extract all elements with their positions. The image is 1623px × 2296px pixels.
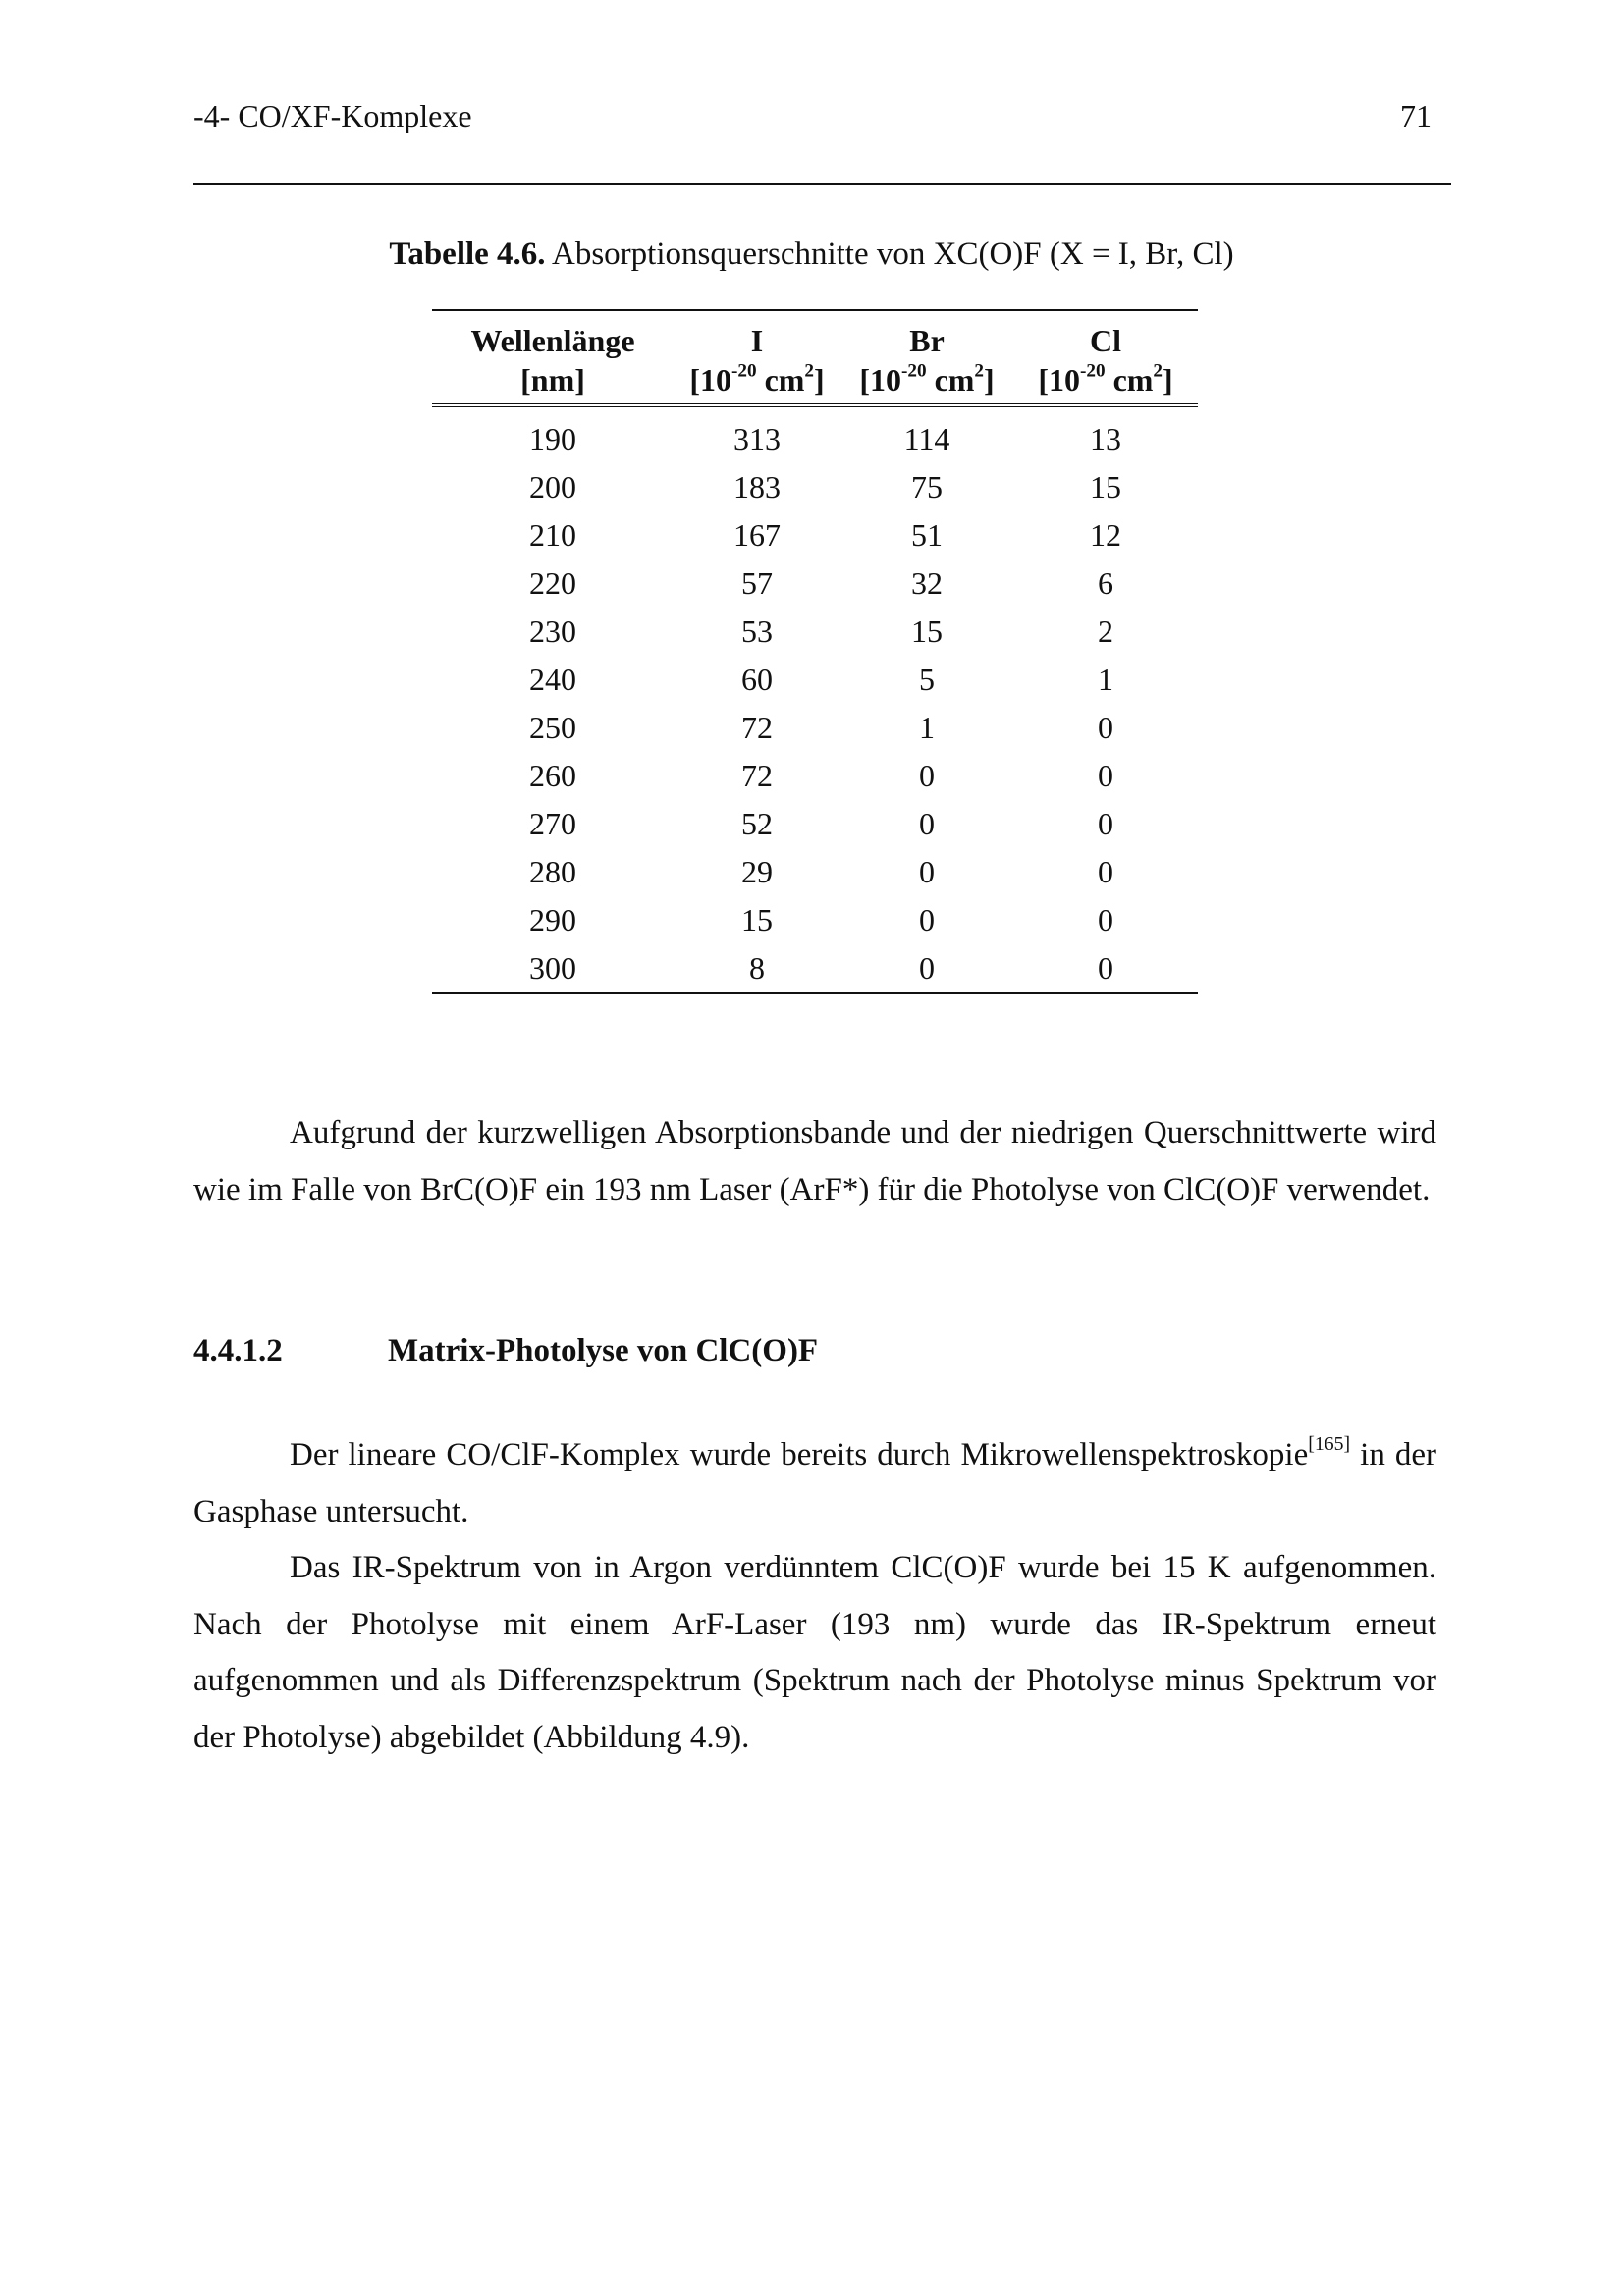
table-cell: 0	[919, 902, 935, 937]
section-heading	[193, 1333, 818, 1369]
page-number: 71	[1400, 98, 1432, 133]
table-cell: 2	[1098, 614, 1113, 649]
table-cell: 51	[911, 517, 943, 553]
table-cell: 270	[529, 806, 576, 841]
table-row	[432, 848, 1198, 896]
table-cell: 32	[911, 565, 943, 601]
table-cell: 300	[432, 944, 674, 993]
table-cell: 0	[919, 758, 935, 793]
table-cell: 15	[911, 614, 943, 649]
table-cell: 290	[529, 902, 576, 937]
table-cell: 183	[733, 469, 781, 505]
section-number: 4.4.1.2	[193, 1333, 283, 1368]
table-body	[432, 405, 1198, 993]
table-cell: 15	[1090, 469, 1121, 505]
col-header-i: I	[674, 310, 840, 360]
paragraph-complex: Der lineare CO/ClF-Komplex wurde bereits durch Mikrowellenspektroskopie[165] in der Gasphase untersucht.	[193, 1433, 1436, 1529]
table-row	[432, 405, 1198, 463]
table-row	[432, 560, 1198, 608]
paragraph-ir-spectrum: Das IR-Spektrum von in Argon verdünntem ClC(O)F wurde bei 15 K aufgenommen. Nach der Photolyse mit einem ArF-Laser (193 nm) wurde das IR-Spektrum erneut aufgenommen und als Differenzspektrum (Spektrum nach der Photolyse minus Spektrum vor der Photolyse) abgebildet (Abbildung 4.9).	[193, 1550, 1436, 1755]
table-row	[432, 511, 1198, 560]
section-title: Matrix-Photolyse von ClC(O)F	[388, 1333, 819, 1368]
table-cell: 8	[674, 944, 840, 993]
table-cell: 60	[741, 662, 773, 697]
table-cell: 6	[1098, 565, 1113, 601]
table-cell: 12	[1090, 517, 1121, 553]
absorption-table	[432, 309, 1198, 994]
table-cell: 190	[529, 421, 576, 456]
table-cell: 230	[529, 614, 576, 649]
table-row	[432, 800, 1198, 848]
table-cell: 0	[1098, 806, 1113, 841]
table-cell: 0	[1098, 902, 1113, 937]
table-cell: 0	[1098, 710, 1113, 745]
table-cell: 114	[903, 421, 950, 456]
running-header-chapter: -4- CO/XF-Komplexe	[193, 98, 472, 133]
table-cell: 210	[529, 517, 576, 553]
table-cell: 72	[741, 710, 773, 745]
table-caption	[0, 237, 1623, 273]
table-cell: 1	[919, 710, 935, 745]
table-cell: 53	[741, 614, 773, 649]
unit-br: [$10^{-20}$ $cm^2$]	[840, 360, 1013, 405]
table-cell: 0	[919, 806, 935, 841]
col-header-wavelength: Wellenlänge	[432, 310, 674, 360]
table-cell: 72	[741, 758, 773, 793]
table-cell: 13	[1090, 421, 1121, 456]
table-row	[432, 463, 1198, 511]
unit-wavelength: [nm]	[432, 360, 674, 405]
table-row	[432, 608, 1198, 656]
table-cell: 5	[919, 662, 935, 697]
table-row	[432, 896, 1198, 944]
table-cell: 240	[529, 662, 576, 697]
table-cell: 0	[1098, 854, 1113, 889]
table-header-row	[432, 310, 1198, 360]
col-header-cl: Cl	[1013, 310, 1198, 360]
table-caption-text: Absorptionsquerschnitte von XC(O)F (X = I, Br, Cl)	[552, 237, 1234, 272]
table-cell: 0	[1098, 758, 1113, 793]
table-row	[432, 944, 1198, 993]
table-cell: 29	[741, 854, 773, 889]
table-cell: 200	[529, 469, 576, 505]
table-cell: 250	[529, 710, 576, 745]
paragraph-absorption-band: Aufgrund der kurzwelligen Absorptionsbande und der niedrigen Querschnittwerte wird wie im Falle von BrC(O)F ein 193 nm Laser (ArF*) für die Photolyse von ClC(O)F verwendet.	[193, 1115, 1436, 1207]
table-cell: 260	[529, 758, 576, 793]
table-cell: 280	[529, 854, 576, 889]
table-row	[432, 752, 1198, 800]
table-cell: 0	[1013, 944, 1198, 993]
citation-ref: [165]	[1308, 1433, 1351, 1456]
table-row	[432, 656, 1198, 704]
table-cell: 57	[741, 565, 773, 601]
table-cell: 0	[840, 944, 1013, 993]
table-unit-row	[432, 360, 1198, 405]
header-rule	[193, 183, 1451, 185]
table-cell: 313	[733, 421, 781, 456]
table-cell: 0	[919, 854, 935, 889]
unit-cl: [$10^{-20}$ $cm^2$]	[1013, 360, 1198, 405]
col-header-br: Br	[840, 310, 1013, 360]
table-caption-label: Tabelle 4.6.	[389, 237, 546, 272]
unit-i: [$10^{-20}$ $cm^2$]	[674, 360, 840, 405]
table-cell: 167	[733, 517, 781, 553]
table-cell: 15	[741, 902, 773, 937]
table-cell: 52	[741, 806, 773, 841]
table-cell: 1	[1098, 662, 1113, 697]
table-row	[432, 704, 1198, 752]
table-cell: 220	[529, 565, 576, 601]
table-cell: 75	[911, 469, 943, 505]
